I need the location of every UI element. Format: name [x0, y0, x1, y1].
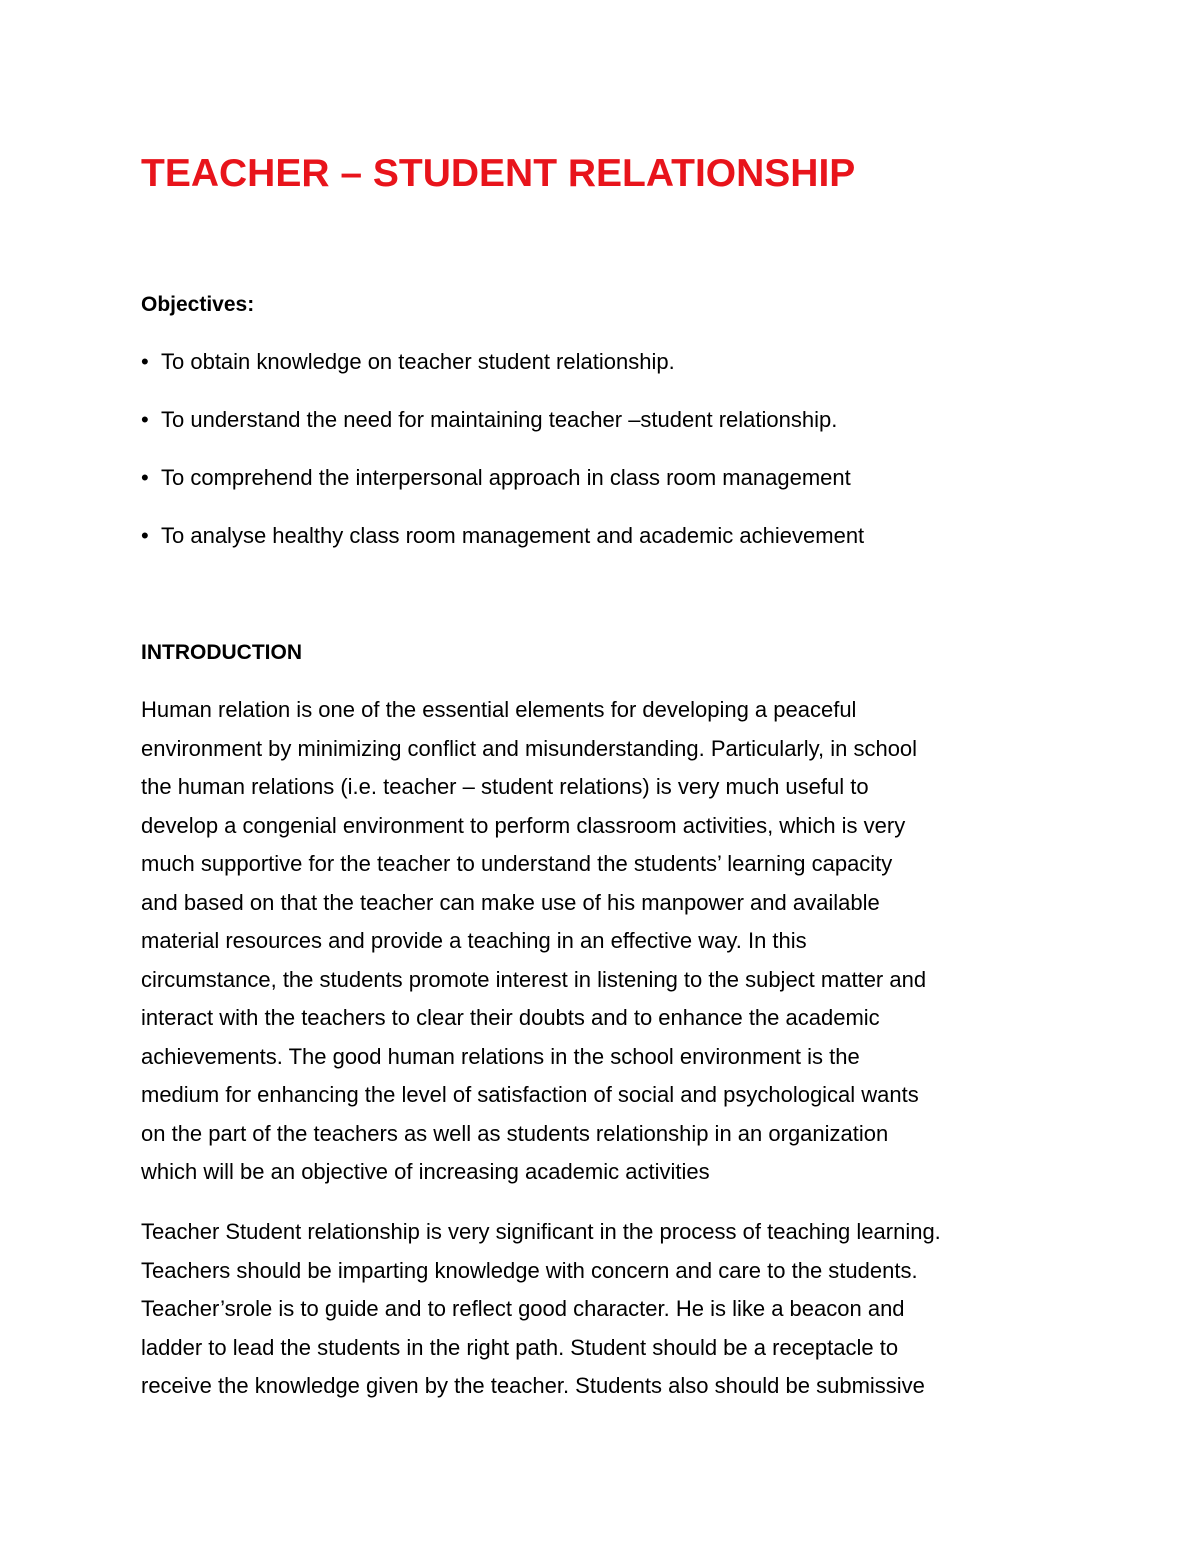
paragraph-line: much supportive for the teacher to understand the students’ learning capacity [141, 851, 893, 876]
paragraph-line: and based on that the teacher can make use of his manpower and available [141, 889, 880, 915]
objective-text: To comprehend the interpersonal approach in class room management [161, 465, 851, 490]
paragraph-line: material resources and provide a teaching in an effective way. In this [141, 928, 807, 953]
paragraph-line: circumstance, the students promote interest in listening to the subject matter and [141, 966, 927, 992]
bullet-icon: • [141, 465, 149, 490]
paragraph-line: medium for enhancing the level of satisfaction of social and psychological wants [141, 1082, 919, 1107]
objective-item [141, 347, 864, 377]
paragraph-line: achievements. The good human relations in the school environment is the [141, 1043, 860, 1069]
bullet-icon: • [141, 349, 149, 374]
objective-item [141, 405, 864, 435]
objective-text: To understand the need for maintaining teacher –student relationship. [161, 407, 838, 432]
document-title: TEACHER – STUDENT RELATIONSHIP [141, 152, 856, 195]
paragraph-line: environment by minimizing conflict and misunderstanding. Particularly, in school [141, 735, 918, 761]
paragraph-line: on the part of the teachers as well as students relationship in an organization [141, 1120, 889, 1146]
objective-item [141, 463, 864, 493]
paragraph-line: Human relation is one of the essential elements for developing a peaceful [141, 697, 857, 722]
paragraph-line: Teacher Student relationship is very significant in the process of teaching learning. [141, 1219, 941, 1244]
paragraph-line: interact with the teachers to clear their doubts and to enhance the academic [141, 1005, 880, 1030]
paragraph-line: develop a congenial environment to perform classroom activities, which is very [141, 812, 906, 838]
paragraph-line: which will be an objective of increasing academic activities [141, 1159, 710, 1184]
objective-text: To analyse healthy class room management and academic achievement [161, 523, 865, 548]
introduction-paragraph-2 [141, 1213, 941, 1406]
paragraph-line: Teacher’srole is to guide and to reflect good character. He is like a beacon and [141, 1296, 905, 1321]
paragraph-line: receive the knowledge given by the teacher. Students also should be submissive [141, 1373, 925, 1398]
objectives-list [141, 347, 864, 579]
introduction-paragraph-1 [141, 691, 926, 1192]
objective-text: To obtain knowledge on teacher student relationship. [161, 349, 675, 374]
introduction-heading: INTRODUCTION [141, 641, 302, 664]
bullet-icon: • [141, 523, 149, 548]
objective-item [141, 521, 864, 551]
bullet-icon: • [141, 407, 149, 432]
objectives-heading: Objectives: [141, 293, 255, 316]
paragraph-line: the human relations (i.e. teacher – student relations) is very much useful to [141, 774, 869, 799]
paragraph-line: ladder to lead the students in the right path. Student should be a receptacle to [141, 1334, 899, 1360]
paragraph-line: Teachers should be imparting knowledge with concern and care to the students. [141, 1257, 918, 1283]
